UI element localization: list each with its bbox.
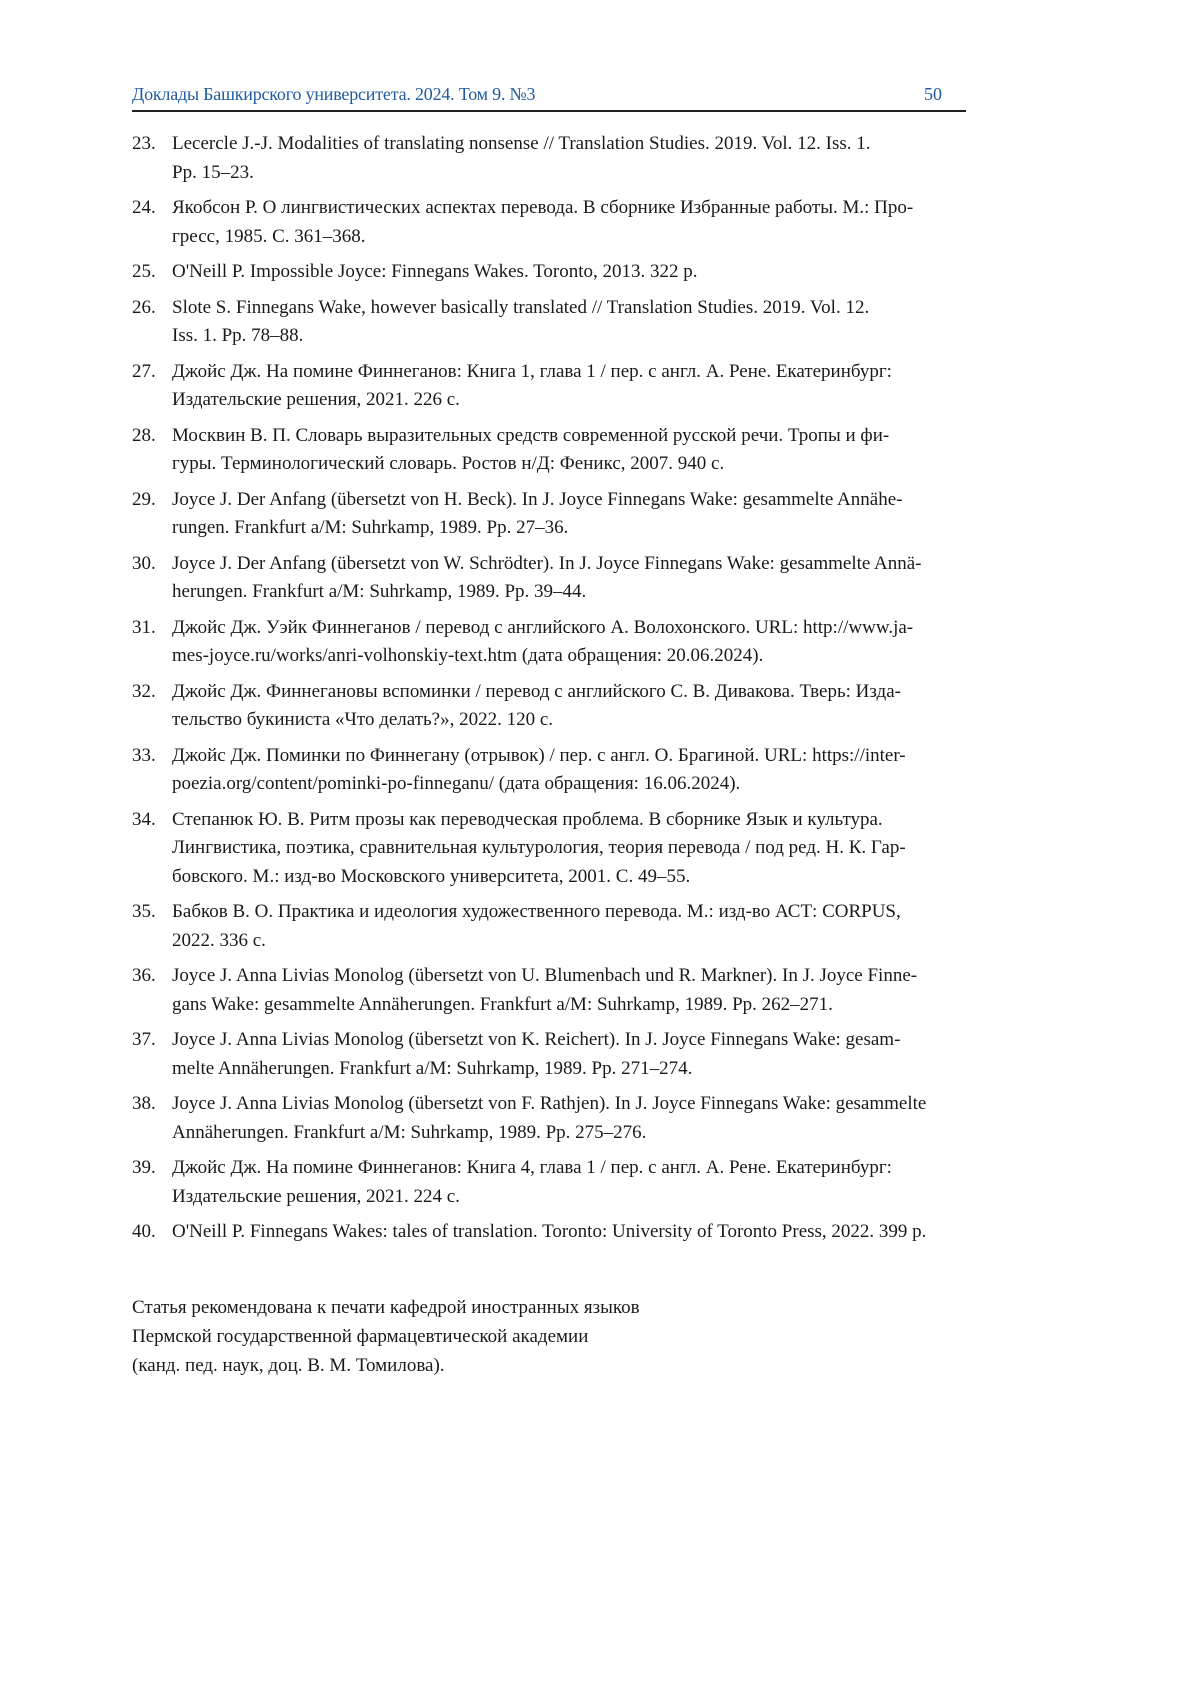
reference-text-line: Pp. 15–23.: [172, 159, 992, 188]
reference-number: 34.: [132, 806, 156, 835]
reference-text-line: melte Annäherungen. Frankfurt a/M: Suhrkamp, 1989. Pp. 271–274.: [172, 1055, 992, 1084]
reference-number: 26.: [132, 294, 156, 323]
reference-item: [132, 678, 992, 735]
reference-text-line: Joyce J. Der Anfang (übersetzt von W. Schrödter). In J. Joyce Finnegans Wake: gesammelte Annä-: [172, 550, 992, 579]
reference-text-line: Степанюк Ю. В. Ритм прозы как переводческая проблема. В сборнике Язык и культура.: [172, 806, 992, 835]
reference-text-line: Joyce J. Anna Livias Monolog (übersetzt von F. Rathjen). In J. Joyce Finnegans Wake: gesammelte: [172, 1090, 992, 1119]
reference-text-line: Slote S. Finnegans Wake, however basically translated // Translation Studies. 2019. Vol. 12.: [172, 294, 992, 323]
reference-text-line: 2022. 336 с.: [172, 927, 992, 956]
reference-text-line: тельство букиниста «Что делать?», 2022. 120 с.: [172, 706, 992, 735]
reference-text-line: Джойс Дж. Финнегановы вспоминки / перевод с английского С. В. Дивакова. Тверь: Изда-: [172, 678, 992, 707]
reference-text-line: rungen. Frankfurt a/M: Suhrkamp, 1989. Pp. 27–36.: [172, 514, 992, 543]
reference-text-line: Издательские решения, 2021. 226 с.: [172, 386, 992, 415]
recommendation-line: (канд. пед. наук, доц. В. М. Томилова).: [132, 1351, 640, 1380]
reference-text-line: herungen. Frankfurt a/M: Suhrkamp, 1989. Pp. 39–44.: [172, 578, 992, 607]
journal-title: Доклады Башкирского университета. 2024. Том 9. №3: [132, 84, 535, 105]
reference-item: [132, 422, 992, 479]
reference-text-line: poezia.org/content/pominki-po-finneganu/ (дата обращения: 16.06.2024).: [172, 770, 992, 799]
reference-item: [132, 486, 992, 543]
reference-item: [132, 130, 992, 187]
reference-text-line: Джойс Дж. Уэйк Финнеганов / перевод с английского А. Волохонского. URL: http://www.ja-: [172, 614, 992, 643]
running-header: [132, 84, 966, 112]
reference-text-line: O'Neill P. Impossible Joyce: Finnegans Wakes. Toronto, 2013. 322 p.: [172, 258, 992, 287]
recommendation-line: Пермской государственной фармацевтической академии: [132, 1322, 640, 1351]
reference-text-line: gans Wake: gesammelte Annäherungen. Frankfurt a/M: Suhrkamp, 1989. Pp. 262–271.: [172, 991, 992, 1020]
reference-number: 38.: [132, 1090, 156, 1119]
reference-number: 33.: [132, 742, 156, 771]
reference-item: [132, 294, 992, 351]
reference-number: 25.: [132, 258, 156, 287]
reference-text-line: mes-joyce.ru/works/anri-volhonskiy-text.htm (дата обращения: 20.06.2024).: [172, 642, 992, 671]
reference-text-line: Joyce J. Anna Livias Monolog (übersetzt von U. Blumenbach und R. Markner). In J. Joyce Finne-: [172, 962, 992, 991]
recommendation-line: Статья рекомендована к печати кафедрой иностранных языков: [132, 1293, 640, 1322]
reference-text-line: Якобсон Р. О лингвистических аспектах перевода. В сборнике Избранные работы. М.: Про-: [172, 194, 992, 223]
reference-item: [132, 258, 992, 287]
reference-text-line: Joyce J. Anna Livias Monolog (übersetzt von K. Reichert). In J. Joyce Finnegans Wake: gesam-: [172, 1026, 992, 1055]
reference-text-line: бовского. М.: изд-во Московского университета, 2001. С. 49–55.: [172, 863, 992, 892]
reference-text-line: Annäherungen. Frankfurt a/M: Suhrkamp, 1989. Pp. 275–276.: [172, 1119, 992, 1148]
reference-item: [132, 550, 992, 607]
reference-number: 37.: [132, 1026, 156, 1055]
reference-text-line: Джойс Дж. На помине Финнеганов: Книга 1, глава 1 / пер. с англ. А. Рене. Екатеринбург:: [172, 358, 992, 387]
reference-item: [132, 1154, 992, 1211]
recommendation-note: [132, 1293, 640, 1380]
reference-number: 39.: [132, 1154, 156, 1183]
reference-text-line: Joyce J. Der Anfang (übersetzt von H. Beck). In J. Joyce Finnegans Wake: gesammelte Annähe-: [172, 486, 992, 515]
reference-item: [132, 806, 992, 892]
reference-item: [132, 1218, 992, 1247]
reference-item: [132, 194, 992, 251]
reference-text-line: гресс, 1985. С. 361–368.: [172, 223, 992, 252]
reference-number: 32.: [132, 678, 156, 707]
reference-item: [132, 742, 992, 799]
reference-item: [132, 614, 992, 671]
reference-text-line: Москвин В. П. Словарь выразительных средств современной русской речи. Тропы и фи-: [172, 422, 992, 451]
reference-number: 27.: [132, 358, 156, 387]
reference-number: 35.: [132, 898, 156, 927]
reference-text-line: Джойс Дж. Поминки по Финнегану (отрывок) / пер. с англ. О. Брагиной. URL: https://inter-: [172, 742, 992, 771]
reference-item: [132, 358, 992, 415]
reference-text-line: Лингвистика, поэтика, сравнительная культурология, теория перевода / под ред. Н. К. Гар-: [172, 834, 992, 863]
reference-number: 29.: [132, 486, 156, 515]
reference-text-line: гуры. Терминологический словарь. Ростов н/Д: Феникс, 2007. 940 с.: [172, 450, 992, 479]
reference-text-line: O'Neill P. Finnegans Wakes: tales of translation. Toronto: University of Toronto Press, 2022. 399 p.: [172, 1218, 992, 1247]
reference-item: [132, 1026, 992, 1083]
reference-item: [132, 1090, 992, 1147]
reference-list: [132, 130, 992, 1254]
reference-text-line: Lecercle J.-J. Modalities of translating nonsense // Translation Studies. 2019. Vol. 12. Iss. 1.: [172, 130, 992, 159]
reference-number: 28.: [132, 422, 156, 451]
reference-item: [132, 962, 992, 1019]
reference-number: 31.: [132, 614, 156, 643]
reference-number: 23.: [132, 130, 156, 159]
reference-text-line: Издательские решения, 2021. 224 с.: [172, 1183, 992, 1212]
page-number: 50: [924, 84, 942, 105]
reference-text-line: Джойс Дж. На помине Финнеганов: Книга 4, глава 1 / пер. с англ. А. Рене. Екатеринбург:: [172, 1154, 992, 1183]
reference-text-line: Бабков В. О. Практика и идеология художественного перевода. М.: изд-во АСТ: CORPUS,: [172, 898, 992, 927]
reference-number: 40.: [132, 1218, 156, 1247]
reference-number: 24.: [132, 194, 156, 223]
reference-number: 36.: [132, 962, 156, 991]
reference-text-line: Iss. 1. Pp. 78–88.: [172, 322, 992, 351]
reference-item: [132, 898, 992, 955]
reference-number: 30.: [132, 550, 156, 579]
